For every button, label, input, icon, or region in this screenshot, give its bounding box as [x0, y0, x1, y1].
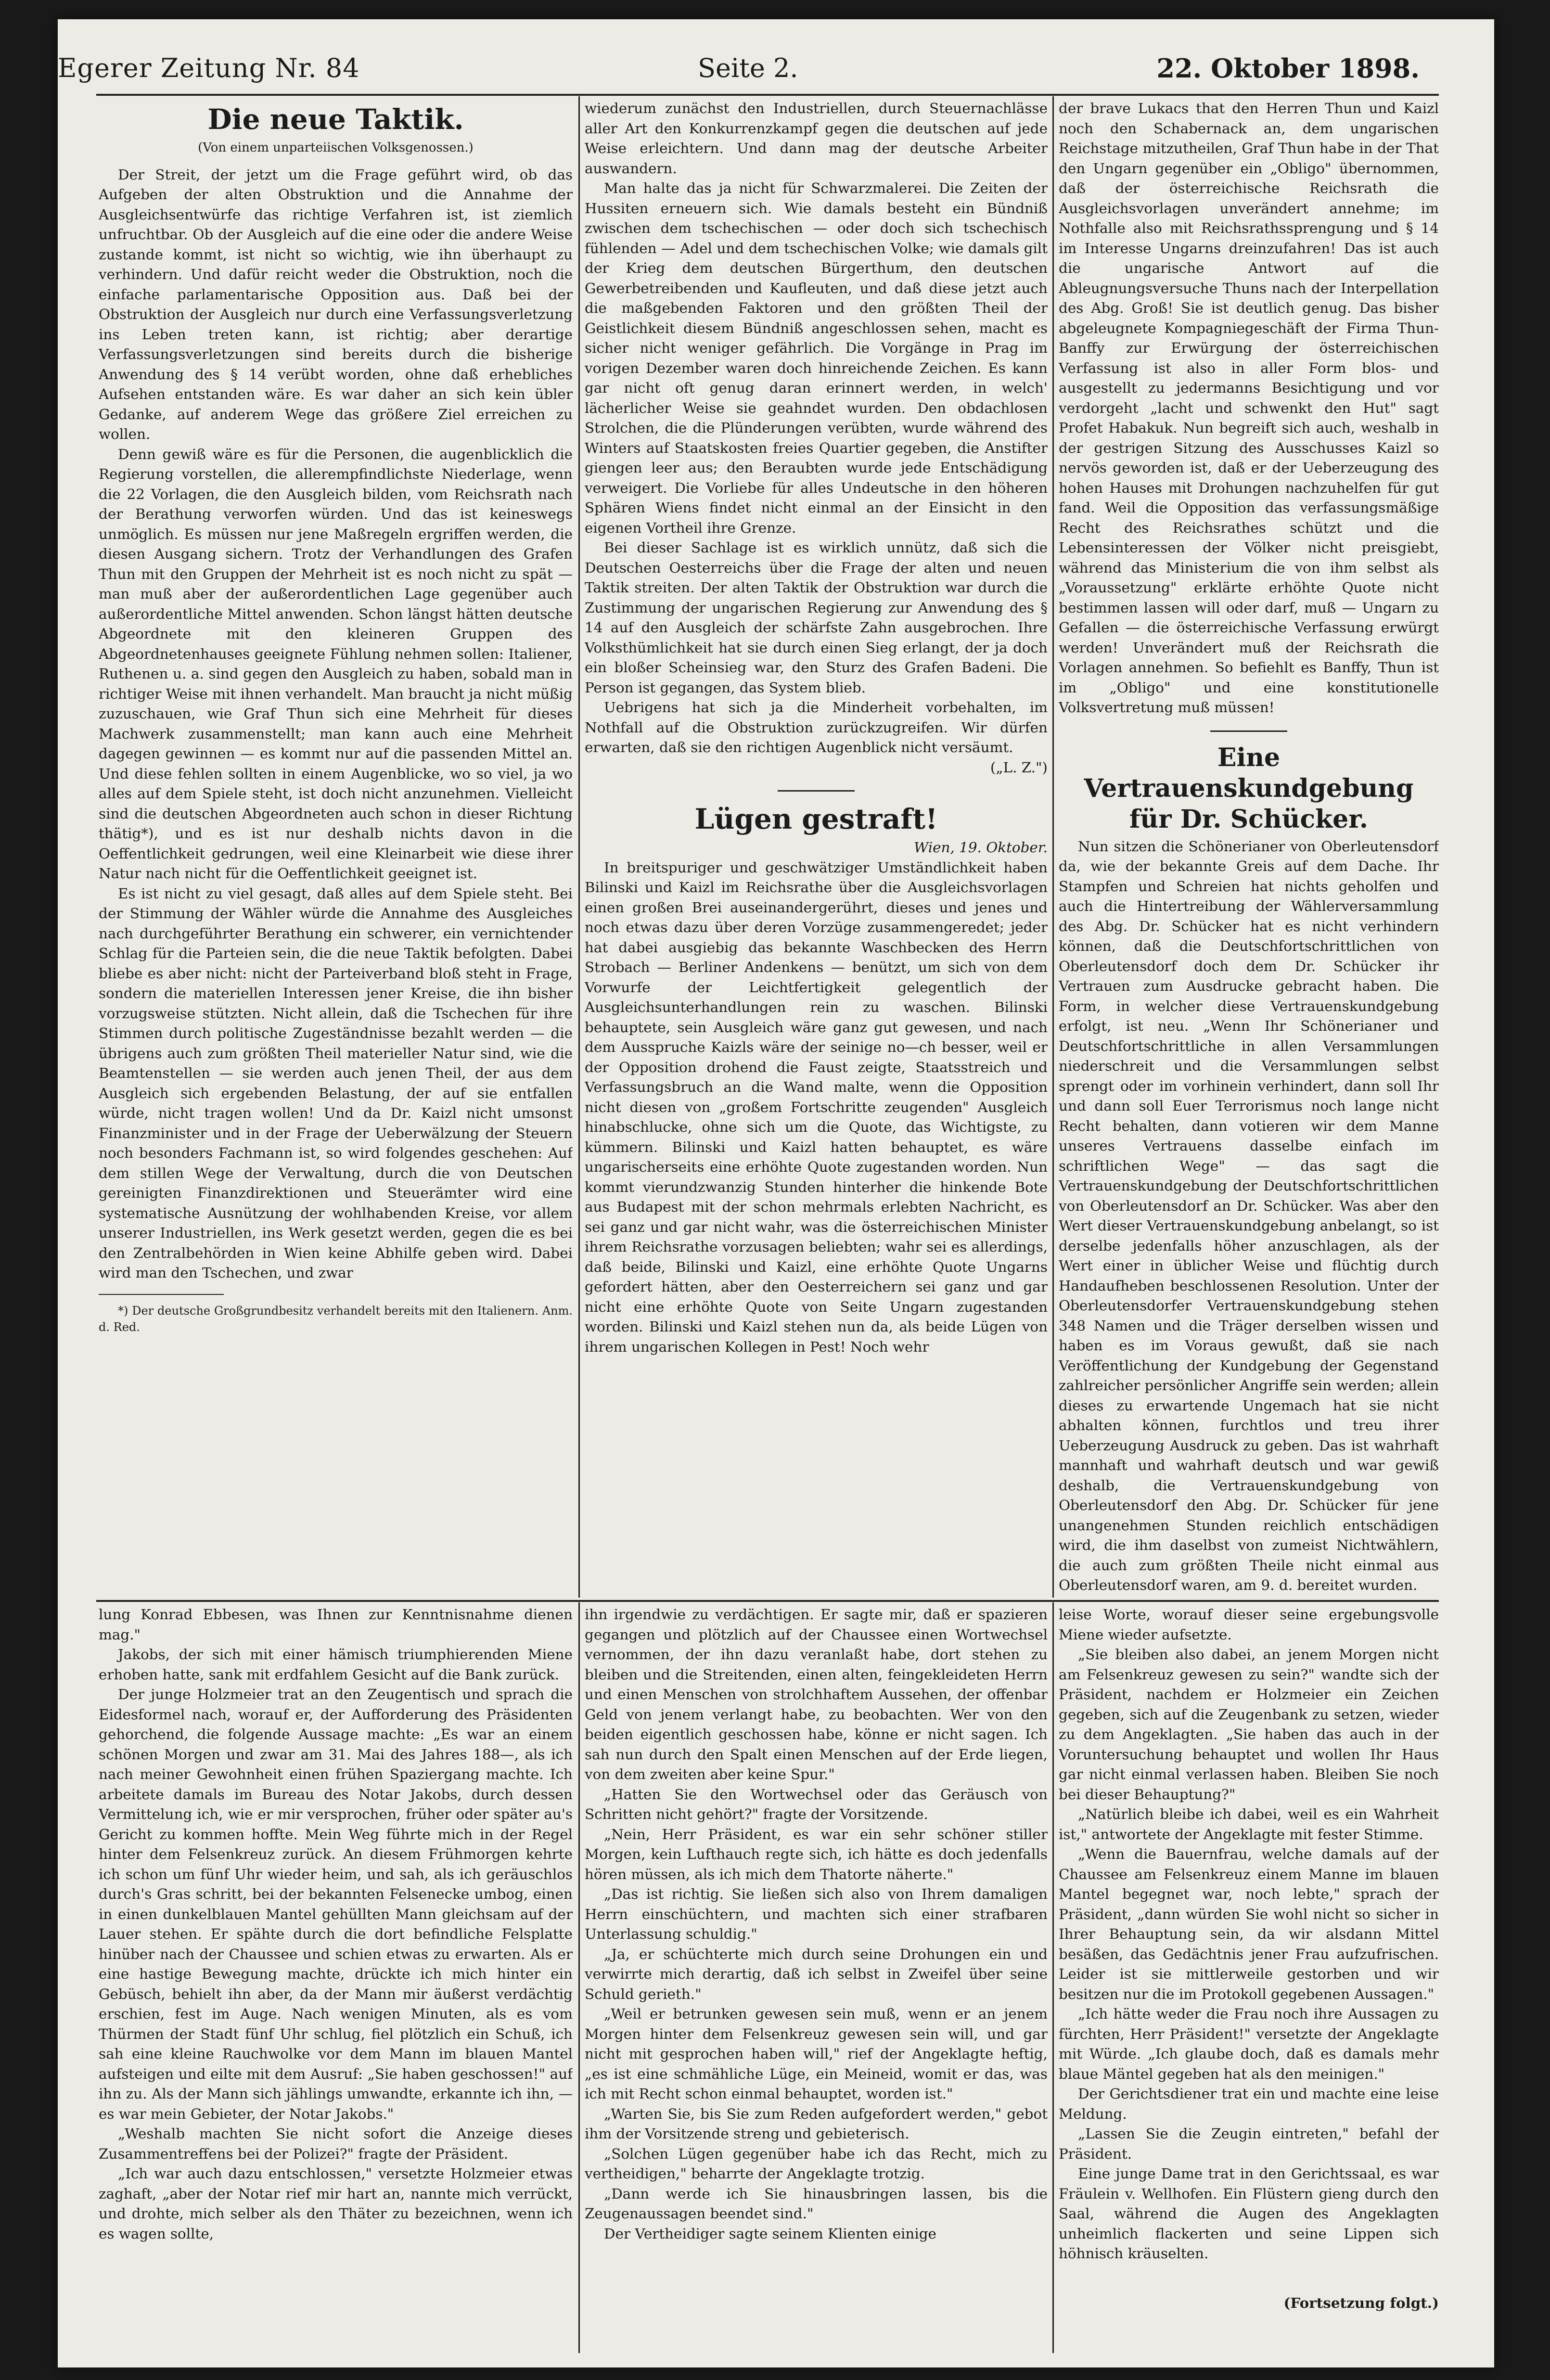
page-header — [58, 43, 1420, 91]
article-title: Eine Vertrauenskundgebung für Dr. Schücker. — [1084, 742, 1414, 834]
feuilleton-paragraph: leise Worte, worauf dieser seine ergebungsvolle Miene wieder aufsetzte. — [1059, 1606, 1439, 1643]
feuilleton-paragraph: „Dann werde ich Sie hinausbringen lassen, bis die Zeugenaussagen beendet sind." — [585, 2185, 1048, 2222]
feuilleton-column-2 — [585, 1605, 1048, 2351]
article-paragraph: wiederum zunächst den Industriellen, durch Steuernachlässe aller Art den Konkurrenzkampf gegen die deutschen auf jede Weise erleichtern. Und dann mag der deutsche Arbeiter auswandern. — [585, 100, 1048, 177]
page-number: Seite 2. — [698, 53, 798, 83]
feuilleton-paragraph: „Solchen Lügen gegenüber habe ich das Recht, mich zu vertheidigen," beharrte der Angeklagte trotzig. — [585, 2145, 1048, 2182]
feuilleton-paragraph: „Weil er betrunken gewesen sein muß, wenn er an jenem Morgen hinter dem Felsenkreuz gewesen sein will, und gar nicht mit gesprochen haben will," rief der Angeklagte heftig, „es ist eine schmähliche Lüge, ein Meineid, womit er das, was ich mit Recht schon einmal behauptet, worden ist." — [585, 2006, 1048, 2102]
article-paragraph: Uebrigens hat sich ja die Minderheit vorbehalten, im Nothfall auf die Obstruktion zurückzugreifen. Wir dürfen erwarten, daß sie den richtigen Augenblick nicht versäumt. — [585, 699, 1048, 755]
column-rule-4 — [1052, 1602, 1054, 2353]
feuilleton-paragraph: „Ich hätte weder die Frau noch ihre Aussagen zu fürchten, Herr Präsident!" versetzte der Angeklagte mit Würde. „Ich glaube doch, daß es damals mehr blaue Mäntel gegeben hat als den meinigen." — [1059, 2006, 1439, 2082]
column-rule-1 — [578, 96, 580, 1598]
article-paragraph: Es ist nicht zu viel gesagt, daß alles auf dem Spiele steht. Bei der Stimmung der Wähler würde die Annahme des Ausgleiches nach durchgeführter Berathung ein schwerer, ein vernichtender Schlag für die Parteien sein, die die neue Taktik befolgten. Dabei bliebe es aber nicht: nicht der Parteiverband bloß steht in Frage, sondern die materiellen Interessen jener Kreise, die ihn bisher vorzugsweise stützten. Nicht allein, daß die Tschechen für ihre Stimmen durch politische Zugeständnisse bezahlt werden — die übrigens auch zum größten Theil materieller Natur sind, wie die Beamtenstellen — sie werden auch jenen Theil, der aus dem Ausgleich sich ergebenden Belastung, der auf sie entfallen würde, nicht tragen wollen! Und da Dr. Kaizl nicht umsonst Finanzminister und in der Frage der Ueberwälzung der Steuern noch besonders Fachmann ist, so wird folgendes geschehen: Auf dem stillen Wege der Verwaltung, durch die von Deutschen gereinigten Finanzdirektionen und Steuerämter wird eine systematische Ausnützung der wohlhabenden Kreise, vor allem unserer Industriellen, ins Werk gesetzt werden, gegen die es bei den Zentralbehörden in Wien keine Abhilfe geben wird. Dabei wird man den Tschechen, und zwar — [99, 885, 573, 1281]
feuilleton-column-3 — [1059, 1605, 1439, 2351]
feuilleton-paragraph: Eine junge Dame trat in den Gerichtssaal, es war Fräulein v. Wellhofen. Ein Flüstern gieng durch den Saal, während die Augen des Angeklagten unheimlich flackerten und seine Lippen sich höhnisch kräuselten. — [1059, 2165, 1439, 2262]
article-column-2 — [585, 99, 1048, 1598]
feuilleton-paragraph: „Sie bleiben also dabei, an jenem Morgen nicht am Felsenkreuz gewesen zu sein?" wandte sich der Präsident, nachdem er Holzmeier ein Zeichen gegeben, sich auf die Zeugenbank zu setzen, wieder zu dem Angeklagten. „Sie haben das auch in der Voruntersuchung behauptet und wollen Ihr Haus gar nicht einmal verlassen haben. Bleiben Sie noch bei dieser Behauptung?" — [1059, 1646, 1439, 1803]
article-paragraph: Man halte das ja nicht für Schwarzmalerei. Die Zeiten der Hussiten erneuern sich. Wie damals besteht ein Bündniß zwischen dem tschechischen — oder doch sich tschechisch fühlenden — Adel und dem tschechischen Volke; wie damals gilt der Krieg dem deutschen Bürgerthum, den deutschen Gewerbetreibenden und Kaufleuten, und daß diese jetzt auch die maßgebenden Faktoren und den größten Theil der Geistlichkeit diesem Bündniß angeschlossen sehen, macht es sicher nicht weniger gefährlich. Die Vorgänge in Prag im vorigen Dezember waren doch hinreichende Zeichen. Es kann gar nicht oft genug daran erinnert werden, in welch' lächerlicher Weise sie geahndet wurden. Den obdachlosen Strolchen, die die Plünderungen verübten, wurde während des Winters auf Staatskosten freies Quartier gegeben, die Anstifter giengen leer aus; den Beraubten wurde jede Entschädigung verweigert. Die Vorliebe für alles Undeutsche in den höheren Sphären Wiens findet nicht einmal an der Einsicht in den eigenen Vortheil ihre Grenze. — [585, 180, 1048, 536]
article-paragraph: Denn gewiß wäre es für die Personen, die augenblicklich die Regierung vorstellen, die allerempfindlichste Niederlage, wenn die 22 Vorlagen, die den Ausgleich bilden, vom Reichsrath nach der Berathung verworfen würden. Und das ist keineswegs unmöglich. Es müssen nur jene Maßregeln ergriffen werden, die diesen Ausgang sichern. Trotz der Verhandlungen des Grafen Thun mit den Gruppen der Mehrheit ist es noch nicht zu spät — man muß aber der außerordentlichen Lage gegenüber auch außerordentliche Mittel anwenden. Schon längst hätten deutsche Abgeordnete mit den kleineren Gruppen des Abgeordnetenhauses geeignete Fühlung nehmen sollen: Italiener, Ruthenen u. a. sind gegen den Ausgleich zu haben, sobald man in richtiger Weise mit ihnen verhandelt. Man braucht ja nicht müßig zuzuschauen, wie Graf Thun sich eine Mehrheit für dieses Machwerk zusammenstellt; man kann auch eine Mehrheit dagegen gewinnen — es kommt nur auf die passenden Mittel an. Und diese fehlen sollten in einem Augenblicke, wo so viel, ja wo alles auf dem Spiele steht, ist doch nicht anzunehmen. Vielleicht sind die deutschen Abgeordneten auch schon in dieser Richtung thätig*), und es ist nur deshalb nichts davon in die Oeffentlichkeit gedrungen, weil eine Kleinarbeit wie diese ihrer Natur nach nicht für die Oeffentlichkeit geeignet ist. — [99, 446, 573, 882]
feuilleton-paragraph: Jakobs, der sich mit einer hämisch triumphierenden Miene erhoben hatte, sank mit erdfahlem Gesicht auf die Bank zurück. — [99, 1646, 573, 1683]
feuilleton-paragraph: „Nein, Herr Präsident, es war ein sehr schöner stiller Morgen, kein Lufthauch regte sich, ich hätte es doch jedenfalls hören müssen, als ich mich dem Thatorte näherte." — [585, 1826, 1048, 1882]
article-paragraph: Bei dieser Sachlage ist es wirklich unnütz, daß sich die Deutschen Oesterreichs über die Frage der alten und neuen Taktik streiten. Der alten Taktik der Obstruktion war durch die Zustimmung der ungarischen Regierung zur Anwendung des § 14 auf den Ausgleich der schärfste Zahn ausgebrochen. Ihre Volksthümlichkeit hat sie durch einen Sieg erlangt, der ja doch ein bloßer Scheinsieg war, den Sturz des Grafen Badeni. Die Person ist gegangen, das System blieb. — [585, 539, 1048, 696]
header-rule — [96, 94, 1439, 96]
footnote: *) Der deutsche Großgrundbesitz verhandelt bereits mit den Italienern. Anm. d. Red. — [99, 1304, 573, 1334]
article-paragraph: In breitspuriger und geschwätziger Umständlichkeit haben Bilinski und Kaizl im Reichsrathe über die Ausgleichsvorlagen einen großen Brei auseinandergerührt, dieses und jenes und noch etwas dazu über deren Vorzüge zusammengeredet; jeder hat dabei ausgiebig das bekannte Waschbecken des Herrn Strobach — Berliner Andenkens — benützt, um sich von dem Vorwurfe der Leichtfertigkeit gelegentlich der Ausgleichsunterhandlungen rein zu waschen. Bilinski behauptete, sein Ausgleich wäre ganz gut gewesen, und nach dem Ausspruche Kaizls wäre der seinige no—ch besser, weil er der Opposition drohend die Faust zeigte, Staatsstreich und Verfassungsbruch an die Wand malte, wenn die Opposition nicht diesen von „großem Fortschritte zeugenden" Ausgleich hinabschlucke, ohne sich um die Quote, das Wichtigste, zu kümmern. Bilinski und Kaizl hatten behauptet, es wäre ungarischerseits eine erhöhte Quote zugestanden worden. Nun kommt vierundzwanzig Stunden hinterher die hinkende Bote aus Budapest mit der schon mehrmals erlebten Nachricht, es sei ganz und gar nicht wahr, was die österreichischen Minister ihrem Reichsrathe vorzusagen beliebten; wahr sei es allerdings, daß beide, Bilinski und Kaizl, eine erhöhte Quote Ungarns gefordert hätten, aber den Oesterreichern sei ganz und gar nicht eine erhöhte Quote von Seite Ungarn zugestanden worden. Bilinski und Kaizl stehen nun da, als beide Lügen von ihrem ungarischen Kollegen in Pest! Noch wehr — [585, 859, 1048, 1355]
article-column-1 — [99, 99, 573, 1598]
issue-date: 22. Oktober 1898. — [1156, 53, 1420, 84]
feuilleton-paragraph: „Weshalb machten Sie nicht sofort die Anzeige dieses Zusammentreffens bei der Polizei?" fragte der Präsident. — [99, 2125, 573, 2162]
footnote-rule — [99, 1294, 224, 1295]
feuilleton-paragraph: lung Konrad Ebbesen, was Ihnen zur Kenntnisnahme dienen mag." — [99, 1606, 573, 1643]
article-paragraph — [1059, 1596, 1439, 1598]
feuilleton-paragraph: Der junge Holzmeier trat an den Zeugentisch und sprach die Eidesformel nach, worauf er, der Aufforderung des Präsidenten gehorchend, die folgende Aussage machte: „Es war an einem schönen Morgen und zwar am 31. Mai des Jahres 188—, als ich nach meiner Gewohnheit einen frühen Spaziergang machte. Ich arbeitete damals im Bureau des Notar Jakobs, durch dessen Vermittelung ich, wie er mir versprochen, früher oder später au's Gericht zu kommen hoffte. Mein Weg führte mich in der Regel hinter dem Felsenkreuz zurück. An diesem Frühmorgen kehrte ich schon um fünf Uhr wieder heim, und sah, als ich geräuschlos durch's Gras schritt, bei der bekannten Felsenecke umbog, einen in einen dunkelblauen Mantel gehüllten Mann gleichsam auf der Lauer stehen. Er spähte durch die dort befindliche Felsplatte hinüber nach der Chaussee und schien etwas zu erwarten. Als er eine hastige Bewegung machte, drückte ich mich hinter ein Gebüsch, behielt ihn aber, da der Mann mir äußerst verdächtig erschien, fest im Auge. Nach wenigen Minuten, als es vom Thürmen der Stadt fünf Uhr schlug, fiel plötzlich ein Schuß, ich sah eine kleine Rauchwolke vor dem Mann im blauen Mantel aufsteigen und eilte mit dem Ausruf: „Sie haben geschossen!" auf ihn zu. Als der Mann sich jählings umwandte, erkannte ich ihn, — es war mein Gebieter, der Notar Jakobs." — [99, 1686, 573, 2122]
feuilleton-paragraph: Der Vertheidiger sagte seinem Klienten einige — [604, 2225, 936, 2242]
feuilleton-rule — [96, 1600, 1439, 1602]
feuilleton-paragraph: ihn irgendwie zu verdächtigen. Er sagte mir, daß er spazieren gegangen und plötzlich auf der Chaussee einen Wortwechsel vernommen, der ihn dazu veranlaßt habe, dort stehen zu bleiben und die Streitenden, einen alten, feingekleideten Herrn und einen Menschen von strolchhaftem Aussehen, der offenbar Geld von jenem verlangt habe, zu beobachten. Wer von den beiden eigentlich geschossen habe, könne er nicht sagen. Ich sah nun durch den Spalt einen Menschen auf der Erde liegen, von dem zweiten aber keine Spur." — [585, 1606, 1048, 1782]
feuilleton-paragraph: „Hatten Sie den Wortwechsel oder das Geräusch von Schritten nicht gehört?" fragte der Vorsitzende. — [585, 1786, 1048, 1822]
feuilleton-column-1 — [99, 1605, 573, 2351]
feuilleton-paragraph: „Natürlich bleibe ich dabei, weil es ein Wahrheit ist," antwortete der Angeklagte mit fester Stimme. — [1059, 1806, 1439, 1843]
feuilleton-paragraph: „Warten Sie, bis Sie zum Reden aufgefordert werden," gebot ihm der Vorsitzende streng und gebieterisch. — [585, 2105, 1048, 2142]
feuilleton-paragraph: „Ich war auch dazu entschlossen," versetzte Holzmeier etwas zaghaft, „aber der Notar rief mir hart an, nannte mich verrückt, und drohte, mich selber als den Thäter zu bezeichnen, wenn ich es wagen sollte, — [99, 2165, 573, 2242]
continuation-note: (Fortsetzung folgt.) — [1283, 2294, 1439, 2311]
article-subtitle: (Von einem unparteiischen Volksgenossen.) — [198, 141, 474, 155]
article-signature: („L. Z.") — [990, 759, 1048, 776]
article-dateline: Wien, 19. Oktober. — [914, 839, 1048, 856]
article-title: Lügen gestraft! — [694, 803, 938, 835]
column-rule-2 — [1052, 96, 1054, 1598]
feuilleton-paragraph: „Ja, er schüchterte mich durch seine Drohungen ein und verwirrte mich derartig, daß ich selbst in Zweifel über seine Schuld gerieth." — [585, 1945, 1048, 2002]
article-paragraph: der brave Lukacs that den Herren Thun und Kaizl noch den Schabernack an, dem ungarischen Reichstage mitzutheilen, Graf Thun habe in der That den Ungarn gegenüber ein „Obligo" übernommen, daß der österreichische Reichsrath die Ausgleichsvorlagen unverändert annehme; im Nothfalle also mit Reichsrathssprengung und § 14 im Interesse Ungarns dreinzufahren! Das ist auch die ungarische Antwort auf die Ableugnungsversuche Thuns nach der Interpellation des Abg. Groß! Sie ist deutlich genug. Das bisher abgeleugnete Kompagniegeschäft der Firma Thun-Banffy zur Erwürgung der österreichischen Verfassung ist also in aller Form blos- und ausgestellt zu jedermanns Besichtigung und vor verdorgeht „lacht und schwenkt den Hut" sagt Profet Habakuk. Nun begreift sich auch, weshalb in der gestrigen Sitzung des Ausschusses Kaizl so nervös geworden ist, daß er der Ueberzeugung des hohen Hauses mit Drohungen nachzuhelfen für gut fand. Weil die Opposition das verfassungsmäßige Recht des Reichsrathes schützt und die Lebensinteressen der Völker nicht preisgiebt, während das Ministerium die von ihm selbst als „Voraussetzung" erklärte erhöhte Quote nicht bestimmen lassen will oder darf, muß — Ungarn zu Gefallen — die österreichische Verfassung erwürgt werden! Unverändert muß der Reichsrath die Vorlagen annehmen. So befiehlt es Banffy, Thun ist im „Obligo" und eine konstitutionelle Volksvertretung muß müssen! — [1059, 100, 1439, 716]
article-divider — [1210, 730, 1287, 732]
feuilleton-paragraph: „Lassen Sie die Zeugin eintreten," befahl der Präsident. — [1059, 2125, 1439, 2162]
article-paragraph: Der Streit, der jetzt um die Frage geführt wird, ob das Aufgeben der alten Obstruktion und die Annahme der Ausgleichsentwürfe das richtige Verfahren ist, ist ziemlich unfruchtbar. Ob der Ausgleich auf die eine oder die andere Weise zustande kommt, ist nicht so wichtig, wie ihn überhaupt zu verhindern. Und dafür reicht weder die Obstruktion, noch die einfache parlamentarische Opposition aus. Daß bei der Obstruktion der Ausgleich nur durch eine Verfassungsverletzung ins Leben treten kann, ist richtig; aber derartige Verfassungsverletzungen sind bereits durch die bisherige Anwendung des § 14 verübt worden, ohne daß erhebliches Aufsehen entstanden wäre. Es war daher an sich kein übler Gedanke, auf anderem Wege das größere Ziel erreichen zu wollen. — [99, 166, 573, 442]
article-column-3 — [1059, 99, 1439, 1598]
article-title: Die neue Taktik. — [207, 103, 464, 136]
article-divider — [778, 790, 855, 792]
feuilleton-paragraph: Der Gerichtsdiener trat ein und machte eine leise Meldung. — [1059, 2086, 1439, 2122]
column-rule-3 — [578, 1602, 580, 2353]
newspaper-name: Egerer Zeitung Nr. 84 — [58, 53, 360, 83]
article-paragraph: Nun sitzen die Schönerianer von Oberleutensdorf da, wie der bekannte Greis auf dem Dache. Ihr Stampfen und Schreien hat nichts geholfen und auch die Hintertreibung der Wählerversammlung des Abg. Dr. Schücker hat es nicht verhindern können, daß die Deutschfortschrittlichen von Oberleutensdorf doch dem Dr. Schücker ihr Vertrauen zum Ausdrucke gebracht haben. Die Form, in welcher diese Vertrauenskundgebung erfolgt, ist neu. „Wenn Ihr Schönerianer und Deutschfortschrittliche in allen Versammlungen niederschreit und die Versammlungen selbst sprengt oder im vorhinein verhindert, dann soll Ihr und dann soll Euer Terrorismus noch lange nicht Recht behalten, dann votieren wir dem Manne unseres Vertrauens dasselbe einfach im schriftlichen Wege" — das sagt die Vertrauenskundgebung der Deutschfortschrittlichen von Oberleutensdorf an Dr. Schücker. Was aber den Wert dieser Vertrauenskundgebung anbelangt, so ist derselbe jedenfalls höher anzuschlagen, als der Wert einer in üblicher Weise und flüchtig durch Handaufheben beschlossenen Resolution. Unter der Oberleutensdorfer Vertrauenskundgebung stehen 348 Namen und die Träger derselben wissen und haben es im Voraus gewußt, daß sie nach Veröffentlichung der Kundgebung der Gegenstand zahlreicher persönlicher Angriffe sein werden; allein dieses zu erwartende Ungemach hat sie nicht abhalten können, furchtlos und treu ihrer Ueberzeugung Ausdruck zu geben. Das ist wahrhaft mannhaft und wahrhaft deutsch und war gewiß deshalb, die Vertrauenskundgebung von Oberleutensdorf den Abg. Dr. Schücker für jene unangenehmen Stunden reichlich entschädigen wird, die ihm daselbst von zumeist Nichtwählern, die auch zum größten Theile nicht einmal aus Oberleutensdorf waren, am 9. d. bereitet wurden. — [1059, 838, 1439, 1593]
feuilleton-paragraph: „Wenn die Bauernfrau, welche damals auf der Chaussee am Felsenkreuz einem Manne im blauen Mantel begegnet war, noch lebte," sprach der Präsident, „dann würden Sie wohl nicht so sicher in Ihrer Behauptung sein, da wir alsdann Mittel besäßen, das Gedächtnis jener Frau aufzufrischen. Leider ist sie mittlerweile gestorben und wir besitzen nur die im Protokoll gegebenen Aussagen." — [1059, 1846, 1439, 2002]
feuilleton-paragraph: „Das ist richtig. Sie ließen sich also von Ihrem damaligen Herrn einschüchtern, und machten sich einer strafbaren Unterlassung schuldig." — [585, 1886, 1048, 1942]
